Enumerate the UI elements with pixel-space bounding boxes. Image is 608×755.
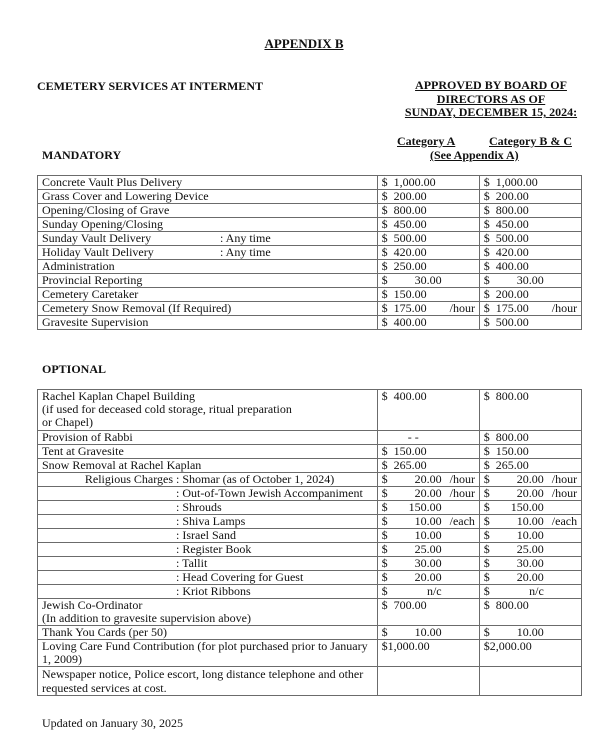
chapel-line-2: (if used for deceased cold storage, ritual preparation	[42, 402, 292, 416]
tent-cat-a	[377, 445, 479, 459]
fee-name: Opening/Closing of Grave	[42, 203, 170, 217]
coordinator-line-1: Jewish Co-Ordinator	[42, 598, 143, 612]
currency-symbol: $	[483, 245, 490, 259]
currency-symbol: $	[381, 542, 388, 556]
cat-a-cell	[377, 585, 479, 599]
table-row-other-services	[38, 667, 582, 696]
cat-a-cell	[377, 204, 479, 218]
amount: 10.00	[414, 514, 442, 528]
other-services-label: Newspaper notice, Police escort, long distance telephone and other requested services at cost.	[38, 667, 378, 696]
cat-a-cell	[377, 557, 479, 571]
currency-symbol: $	[381, 273, 388, 287]
currency-symbol: $	[381, 259, 388, 273]
table-row	[38, 274, 582, 288]
amount: 700.00	[393, 598, 427, 612]
amount: 10.00	[516, 528, 544, 542]
religious-item: : Shrouds	[176, 500, 222, 514]
table-row-rabbi	[38, 431, 582, 445]
currency-symbol: $	[381, 203, 388, 217]
fee-name: Administration	[42, 259, 115, 273]
fee-label	[38, 274, 378, 288]
chapel-line-1: Rachel Kaplan Chapel Building	[42, 389, 195, 403]
cat-bc-cell	[479, 274, 581, 288]
chapel-line-3: or Chapel)	[42, 415, 93, 429]
cat-bc-cell	[479, 515, 581, 529]
cat-bc-cell	[479, 543, 581, 557]
currency-symbol: $	[381, 584, 388, 598]
currency-symbol: $	[483, 287, 490, 301]
table-row	[38, 246, 582, 260]
amount: 20.00	[414, 486, 442, 500]
amount: 200.00	[495, 189, 529, 203]
cat-bc-cell	[479, 501, 581, 515]
cat-bc-cell	[479, 316, 581, 330]
cat-bc-cell	[479, 585, 581, 599]
currency-symbol: $	[483, 203, 490, 217]
mandatory-heading: MANDATORY	[42, 148, 122, 162]
amount: 800.00	[495, 389, 529, 403]
fee-label	[38, 176, 378, 190]
amount: 500.00	[393, 231, 427, 245]
currency-symbol: $	[483, 315, 490, 329]
table-row-religious	[38, 543, 582, 557]
unit: /hour	[551, 472, 578, 486]
table-row-tent	[38, 445, 582, 459]
religious-item-label	[38, 501, 378, 515]
cat-bc-cell	[479, 176, 581, 190]
religious-item-label	[38, 515, 378, 529]
amount: 400.00	[495, 259, 529, 273]
currency-symbol: $	[483, 458, 490, 472]
unit: /hour	[551, 486, 578, 500]
amount: n/c	[426, 584, 442, 598]
table-row-cards	[38, 626, 582, 640]
currency-symbol: $	[483, 231, 490, 245]
page-title: APPENDIX B	[264, 36, 344, 51]
fee-label	[38, 302, 378, 316]
currency-symbol: $	[381, 287, 388, 301]
amount: 250.00	[393, 259, 427, 273]
amount: 400.00	[393, 389, 427, 403]
fee-name: Sunday Opening/Closing	[42, 217, 164, 231]
chapel-label	[38, 390, 378, 431]
not-applicable-dash: - -	[407, 430, 419, 444]
amount: 10.00	[516, 514, 544, 528]
fee-name: Gravesite Supervision	[42, 315, 149, 329]
amount: 500.00	[495, 315, 529, 329]
currency-symbol: $	[483, 486, 490, 500]
fee-name: Grass Cover and Lowering Device	[42, 189, 209, 203]
currency-symbol: $	[381, 315, 388, 329]
optional-fees-table	[37, 389, 582, 696]
cat-a-cell	[377, 487, 479, 501]
fee-label	[38, 190, 378, 204]
cat-a-cell	[377, 529, 479, 543]
amount: 420.00	[393, 245, 427, 259]
amount: 10.00	[414, 625, 442, 639]
unit: /hour	[449, 486, 475, 500]
currency-symbol: $	[483, 273, 490, 287]
coordinator-cat-bc	[479, 599, 581, 626]
amount: 400.00	[393, 315, 427, 329]
religious-item: : Head Covering for Guest	[176, 570, 304, 584]
table-row	[38, 316, 582, 330]
currency-symbol: $	[381, 472, 388, 486]
amount: 25.00	[414, 542, 442, 556]
chapel-cat-a	[377, 390, 479, 431]
optional-heading: OPTIONAL	[42, 362, 107, 376]
fee-name: Sunday Vault Delivery	[42, 231, 152, 245]
cat-a-cell	[377, 288, 479, 302]
cat-bc-cell	[479, 529, 581, 543]
currency-symbol: $	[483, 598, 490, 612]
loving-care-cat-bc: $2,000.00	[479, 640, 581, 667]
cat-bc-cell	[479, 571, 581, 585]
amount: 500.00	[495, 231, 529, 245]
currency-symbol: $	[483, 389, 490, 403]
cat-bc-cell	[479, 246, 581, 260]
currency-symbol: $	[381, 175, 388, 189]
cat-bc-cell	[479, 557, 581, 571]
rabbi-cat-a	[377, 431, 479, 445]
religious-item-label	[38, 473, 378, 487]
cat-bc-cell	[479, 218, 581, 232]
table-row	[38, 260, 582, 274]
religious-item: : Kriot Ribbons	[176, 584, 251, 598]
cards-label: Thank You Cards (per 50)	[38, 626, 378, 640]
unit: /hour	[551, 301, 578, 315]
cat-a-cell	[377, 190, 479, 204]
currency-symbol: $	[483, 528, 490, 542]
table-row-religious	[38, 557, 582, 571]
currency-symbol: $	[483, 189, 490, 203]
unit: /each	[551, 514, 578, 528]
currency-symbol: $	[381, 556, 388, 570]
currency-symbol: $	[381, 245, 388, 259]
cat-bc-cell	[479, 288, 581, 302]
updated-date: Updated on January 30, 2025	[42, 716, 183, 730]
religious-item-label	[38, 529, 378, 543]
currency-symbol: $	[483, 514, 490, 528]
fee-name: Cemetery Snow Removal (If Required)	[42, 301, 232, 315]
approval-line-3: SUNDAY, DECEMBER 15, 2024:	[404, 105, 578, 119]
cat-bc-cell	[479, 473, 581, 487]
fee-name: Provincial Reporting	[42, 273, 143, 287]
see-appendix-note: (See Appendix A)	[430, 148, 519, 162]
currency-symbol: $	[381, 598, 388, 612]
other-services-cat-bc	[479, 667, 581, 696]
chapel-cat-bc	[479, 390, 581, 431]
amount: 175.00	[495, 301, 529, 315]
rabbi-cat-bc	[479, 431, 581, 445]
cat-bc-cell	[479, 302, 581, 316]
rabbi-label: Provision of Rabbi	[38, 431, 378, 445]
amount: 175.00	[393, 301, 427, 315]
currency-symbol: $	[381, 458, 388, 472]
currency-symbol: $	[381, 231, 388, 245]
tent-label: Tent at Gravesite	[38, 445, 378, 459]
cat-a-cell	[377, 274, 479, 288]
loving-care-cat-a: $1,000.00	[377, 640, 479, 667]
table-row	[38, 218, 582, 232]
approval-line-2: DIRECTORS AS OF	[436, 91, 546, 106]
currency-symbol: $	[483, 444, 490, 458]
religious-item-label	[38, 487, 378, 501]
cat-a-cell	[377, 246, 479, 260]
cat-bc-cell	[479, 232, 581, 246]
religious-item: : Shiva Lamps	[176, 514, 246, 528]
cat-a-cell	[377, 543, 479, 557]
amount: n/c	[529, 584, 544, 598]
fee-name: Cemetery Caretaker	[42, 287, 139, 301]
religious-item-label	[38, 571, 378, 585]
coordinator-line-2: (In addition to gravesite supervision above)	[42, 611, 251, 625]
currency-symbol: $	[483, 542, 490, 556]
table-row-religious	[38, 529, 582, 543]
fee-label	[38, 288, 378, 302]
amount: 420.00	[495, 245, 529, 259]
coordinator-label	[38, 599, 378, 626]
currency-symbol: $	[381, 189, 388, 203]
table-row-religious	[38, 501, 582, 515]
currency-symbol: $	[381, 514, 388, 528]
amount: 30.00	[414, 556, 442, 570]
category-a-header: Category A	[397, 134, 456, 148]
currency-symbol: $	[483, 472, 490, 486]
cat-bc-cell	[479, 260, 581, 274]
cat-a-cell	[377, 218, 479, 232]
cards-cat-bc	[479, 626, 581, 640]
coordinator-cat-a	[377, 599, 479, 626]
currency-symbol: $	[483, 500, 490, 514]
fee-note: : Any time	[220, 245, 271, 259]
fee-label	[38, 218, 378, 232]
unit: /hour	[449, 472, 475, 486]
amount: 800.00	[495, 598, 529, 612]
amount: 150.00	[495, 444, 529, 458]
religious-item: : Israel Sand	[176, 528, 236, 542]
currency-symbol: $	[483, 301, 490, 315]
amount: 265.00	[393, 458, 427, 472]
amount: 20.00	[516, 472, 544, 486]
cards-cat-a	[377, 626, 479, 640]
currency-symbol: $	[483, 570, 490, 584]
cat-a-cell	[377, 302, 479, 316]
table-row	[38, 204, 582, 218]
table-row	[38, 232, 582, 246]
table-row	[38, 302, 582, 316]
cat-a-cell	[377, 176, 479, 190]
cat-bc-cell	[479, 190, 581, 204]
amount: 30.00	[516, 556, 544, 570]
fee-name: Concrete Vault Plus Delivery	[42, 175, 183, 189]
amount: 150.00	[510, 500, 544, 514]
religious-charges-label: Religious Charges	[84, 472, 173, 486]
fee-label	[38, 316, 378, 330]
amount: 200.00	[393, 189, 427, 203]
cat-bc-cell	[479, 204, 581, 218]
amount: 20.00	[516, 570, 544, 584]
table-row-religious	[38, 473, 582, 487]
tent-cat-bc	[479, 445, 581, 459]
amount: 20.00	[414, 472, 442, 486]
cat-a-cell	[377, 473, 479, 487]
fee-note: : Any time	[220, 231, 271, 245]
fee-label	[38, 232, 378, 246]
amount: 1,000.00	[393, 175, 436, 189]
fee-label	[38, 260, 378, 274]
religious-item: : Register Book	[176, 542, 252, 556]
currency-symbol: $	[381, 500, 388, 514]
section-title: CEMETERY SERVICES AT INTERMENT	[37, 79, 263, 93]
currency-symbol: $	[483, 584, 490, 598]
currency-symbol: $	[381, 444, 388, 458]
religious-item-label	[38, 585, 378, 599]
approval-heading	[385, 79, 597, 120]
amount: 800.00	[495, 203, 529, 217]
amount: 200.00	[495, 287, 529, 301]
snow-label: Snow Removal at Rachel Kaplan	[38, 459, 378, 473]
currency-symbol: $	[381, 625, 388, 639]
currency-symbol: $	[381, 301, 388, 315]
amount: 10.00	[516, 625, 544, 639]
amount: 450.00	[393, 217, 427, 231]
amount: 30.00	[414, 273, 442, 287]
amount: 450.00	[495, 217, 529, 231]
currency-symbol: $	[381, 570, 388, 584]
unit: /each	[449, 514, 475, 528]
amount: 30.00	[516, 273, 544, 287]
unit: /hour	[449, 301, 475, 315]
currency-symbol: $	[483, 217, 490, 231]
approval-line-1: APPROVED BY BOARD OF	[415, 78, 567, 92]
amount: 20.00	[516, 486, 544, 500]
loving-care-label: Loving Care Fund Contribution (for plot purchased prior to January 1, 2009)	[38, 640, 378, 667]
amount: 20.00	[414, 570, 442, 584]
amount: 10.00	[414, 528, 442, 542]
table-row-loving-care	[38, 640, 582, 667]
table-row	[38, 190, 582, 204]
amount: 150.00	[393, 444, 427, 458]
cat-a-cell	[377, 571, 479, 585]
currency-symbol: $	[381, 486, 388, 500]
amount: 1,000.00	[495, 175, 538, 189]
table-row-religious	[38, 515, 582, 529]
cat-a-cell	[377, 260, 479, 274]
currency-symbol: $	[483, 259, 490, 273]
snow-cat-a	[377, 459, 479, 473]
cat-a-cell	[377, 515, 479, 529]
fee-name: Holiday Vault Delivery	[42, 245, 154, 259]
currency-symbol: $	[483, 175, 490, 189]
amount: 150.00	[393, 287, 427, 301]
table-row-coordinator	[38, 599, 582, 626]
amount: 25.00	[516, 542, 544, 556]
religious-item: : Out-of-Town Jewish Accompaniment	[176, 486, 363, 500]
religious-item: : Shomar (as of October 1, 2024)	[176, 472, 335, 486]
currency-symbol: $	[483, 556, 490, 570]
currency-symbol: $	[483, 430, 490, 444]
category-bc-header: Category B & C	[489, 134, 572, 148]
currency-symbol: $	[483, 625, 490, 639]
table-row-religious	[38, 571, 582, 585]
fee-label	[38, 204, 378, 218]
religious-item-label	[38, 543, 378, 557]
amount: 800.00	[393, 203, 427, 217]
amount: 150.00	[408, 500, 442, 514]
cat-a-cell	[377, 501, 479, 515]
table-row-religious	[38, 487, 582, 501]
currency-symbol: $	[381, 217, 388, 231]
cat-bc-cell	[479, 487, 581, 501]
amount: 800.00	[495, 430, 529, 444]
table-row	[38, 288, 582, 302]
table-row-snow	[38, 459, 582, 473]
fee-label	[38, 246, 378, 260]
table-row	[38, 176, 582, 190]
religious-item-label	[38, 557, 378, 571]
cat-a-cell	[377, 316, 479, 330]
table-row-religious	[38, 585, 582, 599]
cat-a-cell	[377, 232, 479, 246]
table-row-chapel	[38, 390, 582, 431]
snow-cat-bc	[479, 459, 581, 473]
mandatory-fees-table	[37, 175, 582, 330]
currency-symbol: $	[381, 528, 388, 542]
currency-symbol: $	[381, 389, 388, 403]
religious-item: : Tallit	[176, 556, 208, 570]
amount: 265.00	[495, 458, 529, 472]
other-services-cat-a	[377, 667, 479, 696]
